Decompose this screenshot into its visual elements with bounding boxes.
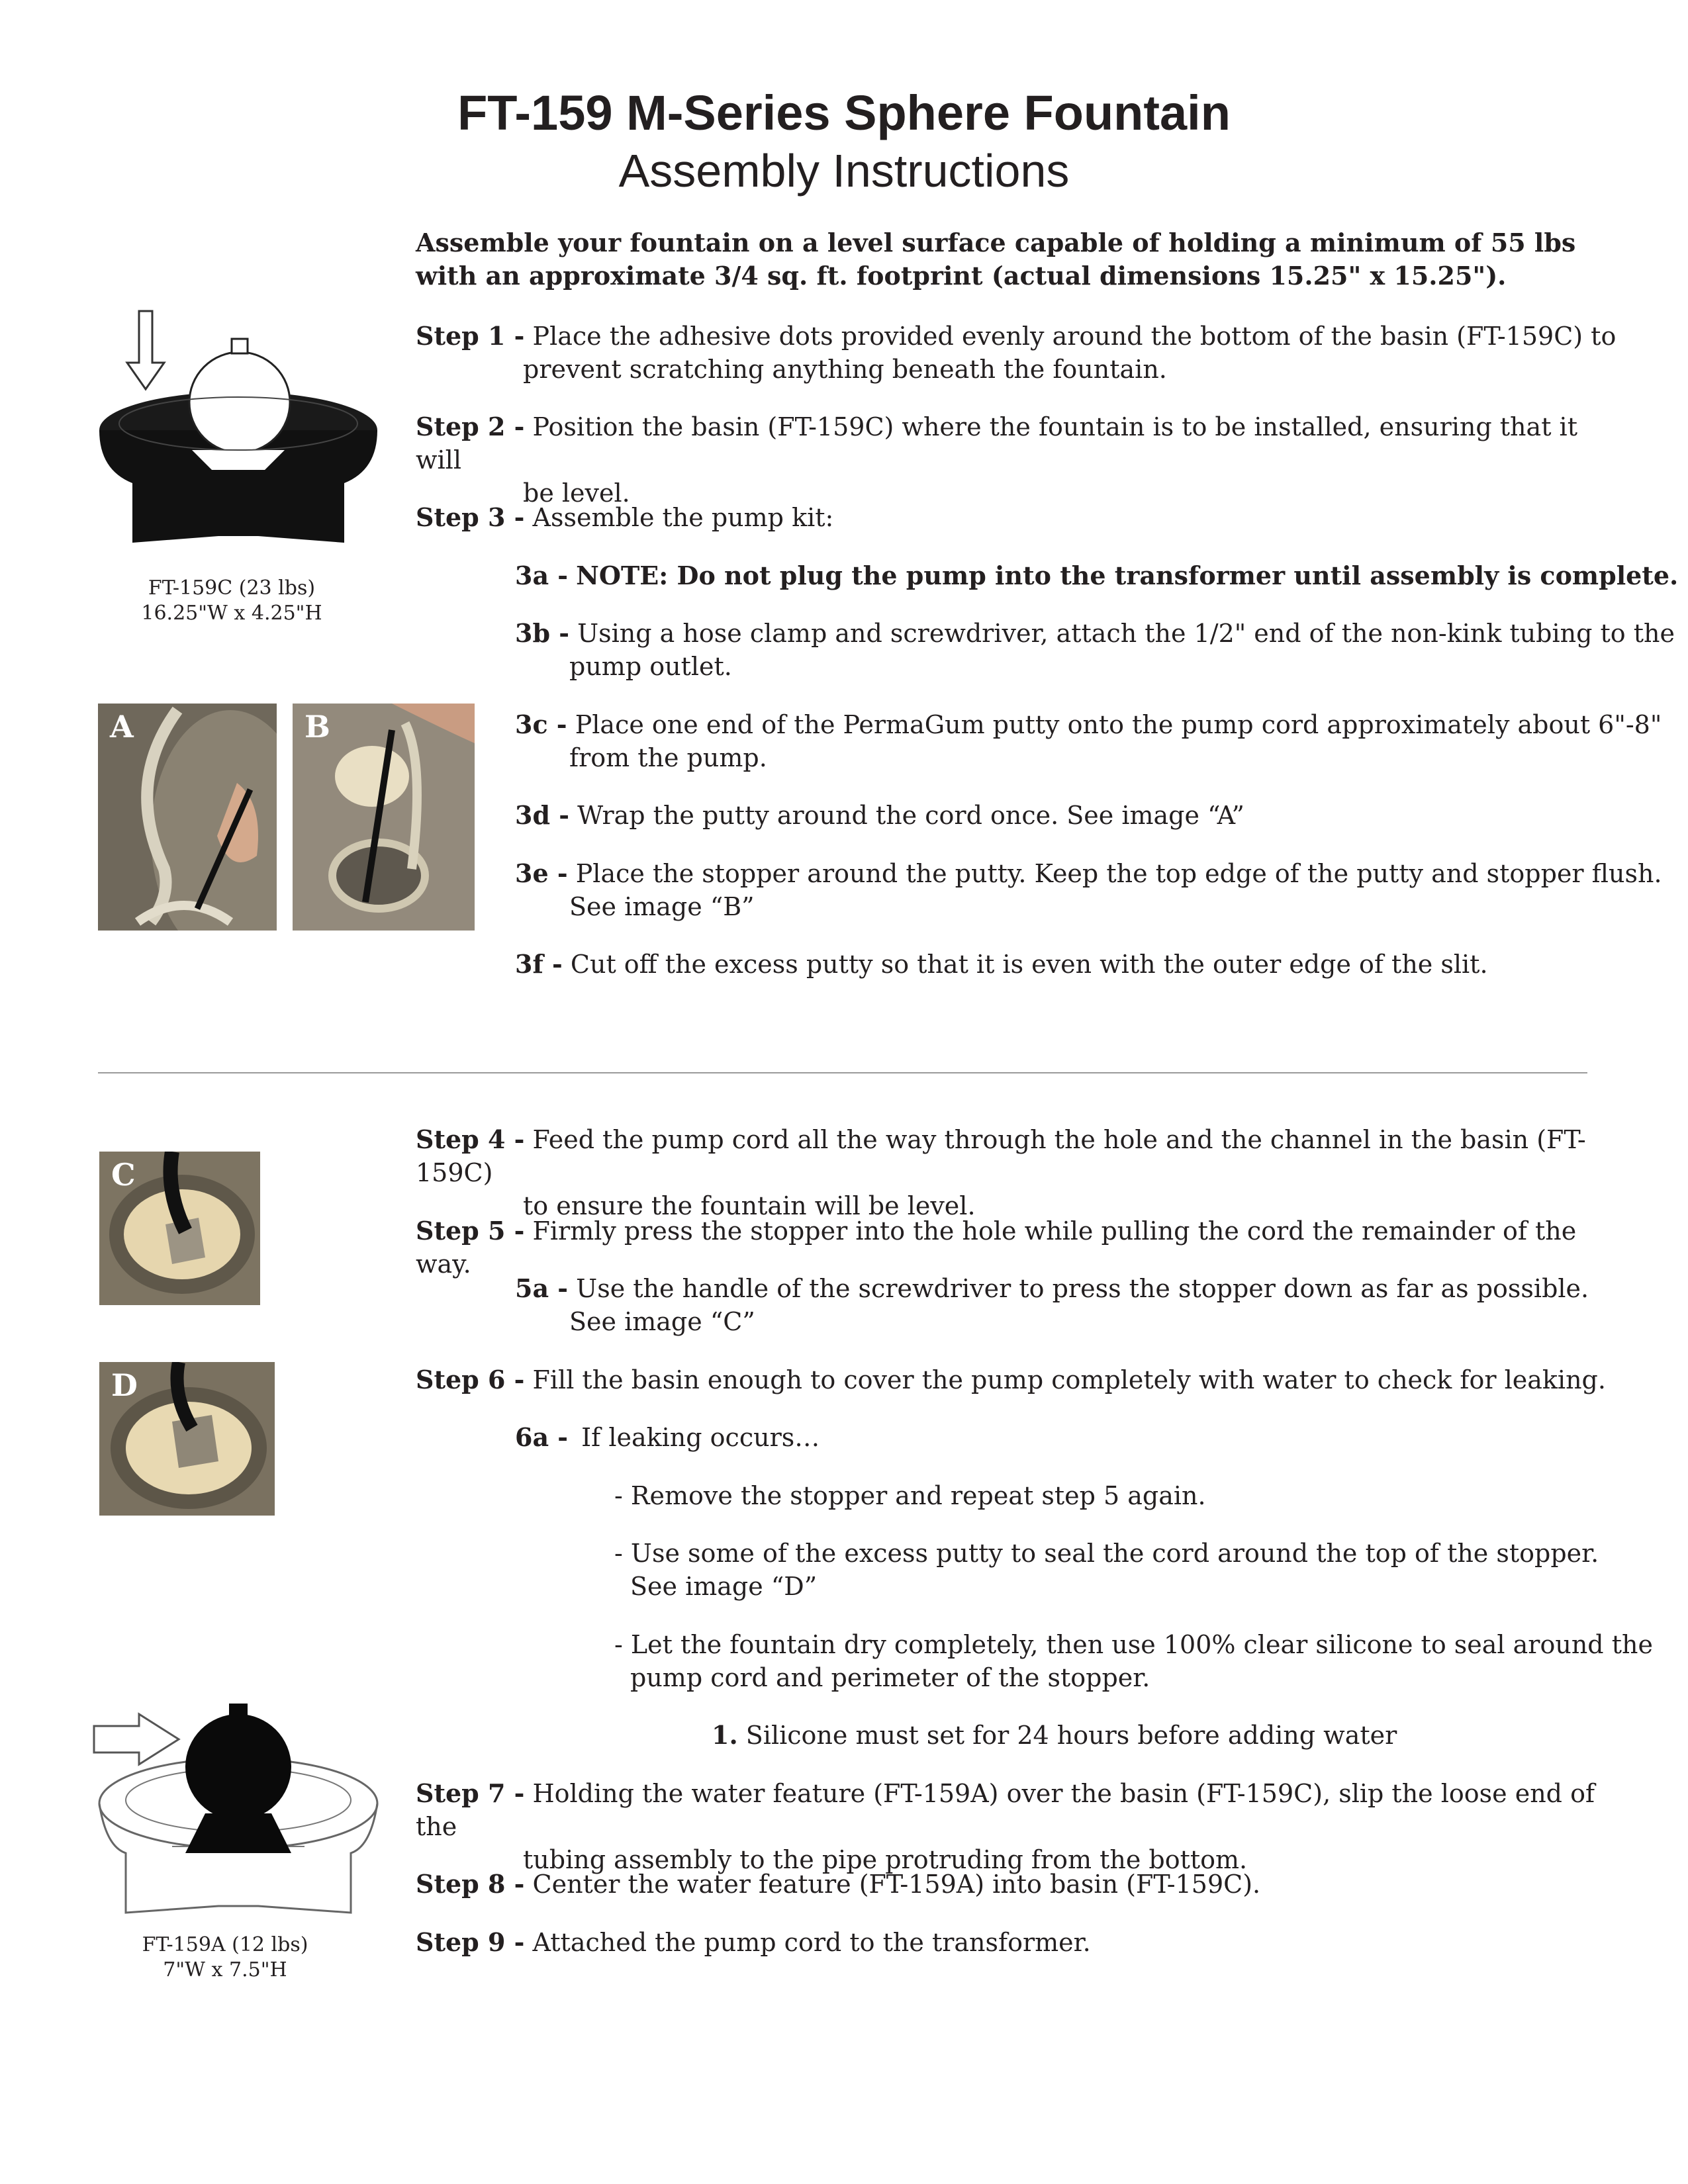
step-7-text: Holding the water feature (FT-159A) over the basin (FT-159C), slip the loose end of the — [416, 1779, 1595, 1841]
step-3e-text: Place the stopper around the putty. Keep the top edge of the putty and stopper flush. — [575, 859, 1662, 888]
leak-bullet-3 — [614, 1628, 1688, 1694]
intro-paragraph: Assemble your fountain on a level surface capable of holding a minimum of 55 lbs with an approximate 3/4 sq. ft. footprint (actual dimensions 15.25" x 15.25"). — [416, 228, 1576, 291]
step-3f-text: Cut off the excess putty so that it is even with the outer edge of the slit. — [570, 950, 1488, 979]
step-3c-label: 3c - — [515, 709, 567, 739]
step-3d — [515, 799, 1688, 832]
feature-caption — [93, 1933, 357, 1983]
step-3e-label: 3e - — [515, 858, 568, 888]
step-3f — [515, 948, 1688, 981]
step-2 — [416, 410, 1620, 510]
basin-caption — [93, 576, 371, 626]
page-title: FT-159 M-Series Sphere Fountain — [457, 85, 1231, 140]
step-4 — [416, 1123, 1620, 1222]
photo-c-label: C — [111, 1157, 136, 1193]
step-3e — [515, 857, 1688, 923]
step-4-text: Feed the pump cord all the way through the hole and the channel in the basin (FT-159C) — [416, 1125, 1586, 1187]
leak-bullet-2-text2: See image “D” — [630, 1572, 818, 1601]
basin-caption-line1: FT-159C (23 lbs) — [148, 576, 316, 600]
step-2-label: Step 2 - — [416, 412, 525, 441]
step-5a — [515, 1272, 1688, 1338]
photo-d — [99, 1362, 275, 1516]
step-5a-label: 5a - — [515, 1273, 569, 1303]
step-5-label: Step 5 - — [416, 1216, 525, 1246]
feature-caption-line2: 7"W x 7.5"H — [163, 1958, 287, 1981]
photo-c — [99, 1152, 260, 1305]
step-3b-text2: pump outlet. — [569, 652, 732, 681]
leak-bullet-2-text: - Use some of the excess putty to seal the cord around the top of the stopper. — [614, 1539, 1599, 1568]
leak-bullet-1-text: - Remove the stopper and repeat step 5 again. — [614, 1481, 1206, 1510]
step-3d-label: 3d - — [515, 800, 570, 830]
step-8-label: Step 8 - — [416, 1869, 525, 1899]
step-7 — [416, 1777, 1620, 1876]
step-4-label: Step 4 - — [416, 1124, 525, 1154]
photo-a-label: A — [110, 709, 134, 745]
step-3a-text: NOTE: Do not plug the pump into the transformer until assembly is complete. — [576, 561, 1679, 590]
step-3d-text: Wrap the putty around the cord once. See image “A” — [577, 801, 1244, 830]
step-1 — [416, 320, 1620, 386]
photo-a — [98, 704, 277, 931]
page-subtitle: Assembly Instructions — [618, 145, 1070, 197]
step-3c-text: Place one end of the PermaGum putty onto the pump cord approximately about 6"-8" — [575, 710, 1662, 739]
basin-illustration — [93, 304, 384, 549]
step-8 — [416, 1868, 1620, 1901]
right-arrow-icon — [94, 1714, 179, 1764]
step-3b-text: Using a hose clamp and screwdriver, attach the 1/2" end of the non-kink tubing to the — [577, 619, 1675, 648]
step-3-text: Assemble the pump kit: — [532, 503, 834, 532]
step-3f-label: 3f - — [515, 949, 563, 979]
step-1-text2: prevent scratching anything beneath the fountain. — [523, 355, 1167, 384]
photo-b-label: B — [305, 709, 330, 745]
step-9-text: Attached the pump cord to the transformer. — [532, 1928, 1091, 1957]
step-7-label: Step 7 - — [416, 1778, 525, 1808]
step-3 — [416, 501, 1620, 534]
step-1-text: Place the adhesive dots provided evenly around the bottom of the basin (FT-159C) to — [532, 322, 1617, 351]
step-2-text: Position the basin (FT-159C) where the fountain is to be installed, ensuring that it will — [416, 412, 1577, 475]
step-9 — [416, 1926, 1620, 1959]
step-5 — [416, 1214, 1620, 1281]
step-3-label: Step 3 - — [416, 502, 525, 532]
step-9-label: Step 9 - — [416, 1927, 525, 1957]
water-feature-illustration — [93, 1694, 384, 1919]
step-7-text2: tubing assembly to the pipe protruding from the bottom. — [523, 1845, 1248, 1874]
silicone-note-label: 1. — [712, 1720, 738, 1750]
section-divider — [98, 1072, 1587, 1073]
photo-d-label: D — [111, 1367, 138, 1403]
down-arrow-icon — [127, 311, 164, 389]
silicone-note-text: Silicone must set for 24 hours before adding water — [745, 1721, 1397, 1750]
step-2-text2: be level. — [523, 478, 630, 508]
step-3e-text2: See image “B” — [569, 892, 755, 921]
step-3c — [515, 708, 1688, 774]
step-3b — [515, 617, 1688, 683]
step-8-text: Center the water feature (FT-159A) into basin (FT-159C). — [532, 1870, 1261, 1899]
step-5a-text: Use the handle of the screwdriver to press the stopper down as far as possible. — [576, 1274, 1589, 1303]
silicone-note — [712, 1719, 1688, 1752]
step-6a-text: If leaking occurs… — [581, 1423, 820, 1452]
step-3a — [515, 559, 1688, 592]
leak-bullet-2 — [614, 1537, 1688, 1603]
step-6 — [416, 1363, 1620, 1396]
step-6-label: Step 6 - — [416, 1365, 525, 1394]
step-6a — [515, 1421, 1688, 1454]
step-6a-label: 6a - — [515, 1422, 569, 1452]
leak-bullet-3-text: - Let the fountain dry completely, then use 100% clear silicone to seal around the — [614, 1630, 1653, 1659]
leak-bullet-1 — [614, 1479, 1688, 1512]
step-1-label: Step 1 - — [416, 321, 525, 351]
step-3c-text2: from the pump. — [569, 743, 767, 772]
basin-caption-line2: 16.25"W x 4.25"H — [141, 602, 322, 625]
step-5a-text2: See image “C” — [569, 1307, 755, 1336]
step-3a-label: 3a - — [515, 561, 569, 590]
step-3b-label: 3b - — [515, 618, 570, 648]
step-6-text: Fill the basin enough to cover the pump completely with water to check for leaking. — [532, 1365, 1606, 1394]
feature-caption-line1: FT-159A (12 lbs) — [142, 1933, 308, 1956]
step-4-text2: to ensure the fountain will be level. — [523, 1191, 976, 1220]
step-5-text: Firmly press the stopper into the hole while pulling the cord the remainder of the way. — [416, 1216, 1577, 1279]
leak-bullet-3-text2: pump cord and perimeter of the stopper. — [630, 1663, 1150, 1692]
photo-b — [293, 704, 475, 931]
